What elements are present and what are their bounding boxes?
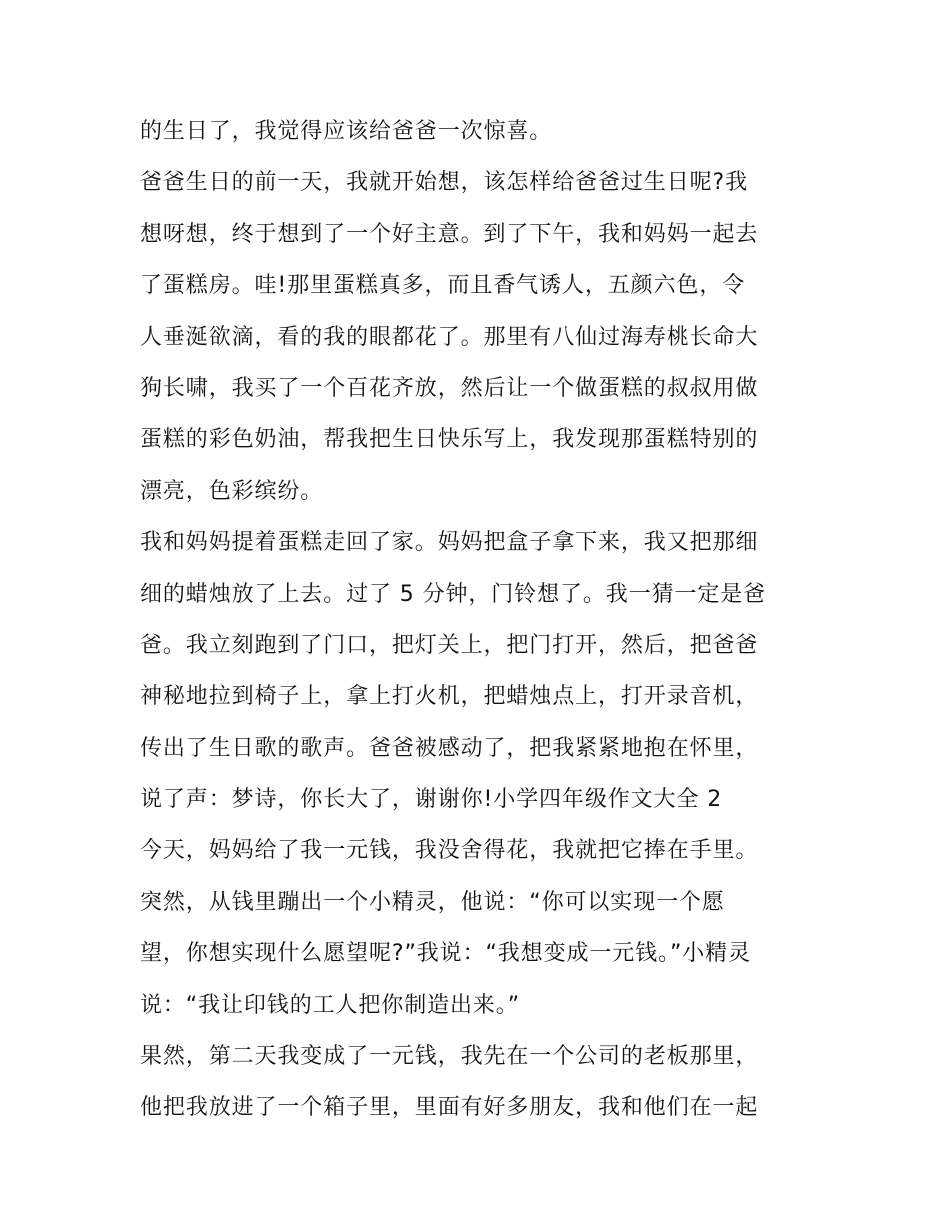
text-line: 传出了生日歌的歌声。爸爸被感动了，把我紧紧地抱在怀里， [140,735,759,761]
text-line: 的生日了，我觉得应该给爸爸一次惊喜。 [140,119,553,144]
text-line: 果然，第二天我变成了一元钱，我先在一个公司的老板那里， [140,1044,759,1070]
text-line: 人垂涎欲滴，看的我的眼都花了。那里有八仙过海寿桃长命大 [140,324,759,350]
text-line: 说：“我让印钱的工人把你制造出来。” [140,992,520,1018]
text-line: 望，你想实现什么愿望呢?”我说：“我想变成一元钱。”小精灵 [140,941,751,967]
text-line: 爸爸生日的前一天，我就开始想，该怎样给爸爸过生日呢?我 [140,170,748,196]
text-line: 狗长啸，我买了一个百花齐放，然后让一个做蛋糕的叔叔用做 [140,375,759,401]
text-line: 突然，从钱里蹦出一个小精灵，他说：“你可以实现一个愿 [140,889,725,915]
text-line: 蛋糕的彩色奶油，帮我把生日快乐写上，我发现那蛋糕特别的 [140,427,759,453]
text-line: 今天，妈妈给了我一元钱，我没舍得花，我就把它捧在手里。 [140,838,759,864]
text-line: 细的蜡烛放了上去。过了 5 分钟，门铃想了。我一猜一定是爸 [140,581,767,607]
text-line: 我和妈妈提着蛋糕走回了家。妈妈把盒子拿下来，我又把那细 [140,530,759,556]
text-line: 想呀想，终于想到了一个好主意。到了下午，我和妈妈一起去 [140,221,759,247]
text-line: 爸。我立刻跑到了门口，把灯关上，把门打开，然后，把爸爸 [140,632,759,658]
text-line: 漂亮，色彩缤纷。 [140,478,324,504]
text-line: 了蛋糕房。哇!那里蛋糕真多，而且香气诱人，五颜六色，令 [140,273,746,299]
text-line: 说了声：梦诗，你长大了，谢谢你!小学四年级作文大全 2 [140,787,723,813]
text-line: 神秘地拉到椅子上，拿上打火机，把蜡烛点上，打开录音机， [140,684,759,710]
essay-text [140,106,820,1134]
text-line: 他把我放进了一个箱子里，里面有好多朋友，我和他们在一起 [140,1095,759,1121]
